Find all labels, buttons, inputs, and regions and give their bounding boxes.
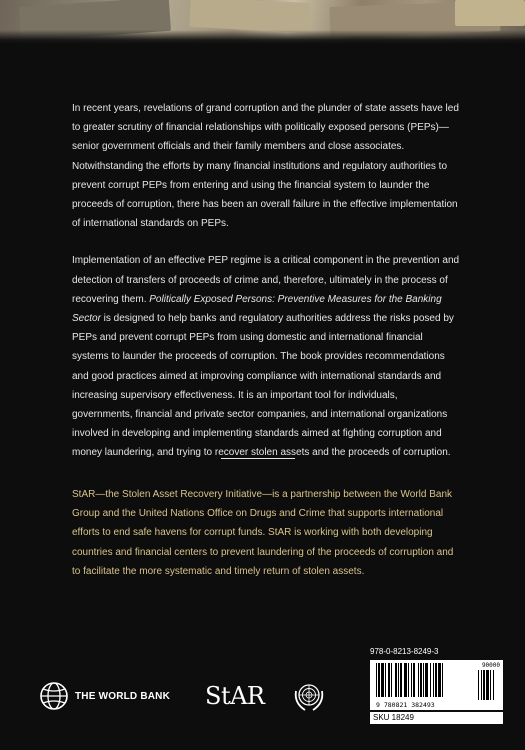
barcode-bar [418,663,419,697]
barcode-bar [420,663,422,697]
barcode-bar [400,663,402,697]
barcode-bar [430,663,431,697]
banknote-image [19,0,171,41]
barcode-bar [381,663,384,697]
barcode-bar [376,663,377,697]
world-bank-logo [39,681,170,711]
star-logo: StAR [205,682,265,710]
star-initiative-paragraph: StAR—the Stolen Asset Recovery Initiative—is a partnership between the World Bank Group and the United Nations Office on Drugs and Crime that supports international efforts to end safe havens for corrupt funds. StAR is working with both developing countries and financial centers to prevent laundering of the proceeds of corruption and to facilitate the more systematic and timely return of stolen assets. [72,489,454,577]
barcode-addon-bar [481,670,482,700]
barcode-addon-bar [486,670,489,700]
purpose-intro-text: Implementation of an effective PEP regime is a critical component in the prevention and detection of transfers of proceeds of crime and, therefore, ultimately in the process of recovering them. [72,255,460,305]
barcode-addon-bar [483,670,485,700]
banknote-image [455,0,525,26]
book-title: Politically Exposed Persons: Preventive Measures for the Banking Sector [72,293,442,325]
un-emblem-icon [292,679,326,713]
barcode-bar [398,663,399,697]
section-divider [221,458,295,459]
purpose-rest-text: is designed to help banks and regulatory authorities address the risks posed by PEPs and prevent corrupt PEPs from using domestic and international financial systems to launder the proceeds of corruption. The book provides recommendations and good practices aimed at improving compliance with international standards and increasing supervisory effectiveness. It is an important tool for individuals, governments, financial and private sector companies, and international organizations involved in developing and implementing standards aimed at fighting corruption and money laundering, and trying to recover stolen assets and the proceeds of corruption. [72,313,454,459]
sku-label: SKU 18249 [370,712,503,724]
isbn-barcode [370,660,503,710]
barcode-addon-bar [493,670,494,700]
barcode-bar [378,663,380,697]
world-bank-label: THE WORLD BANK [75,690,171,702]
barcode-bar [425,663,428,697]
barcode-addon-digits: 90000 [481,662,500,669]
intro-paragraph: In recent years, revelations of grand corruption and the plunder of state assets have led to greater scrutiny of financial relationships with politically exposed persons (PEPs)—senior government officials and their family members and close associates. Notwithstanding the efforts by many financial institutions and regulatory authorities to prevent corrupt PEPs from entering and using the financial system to launder the proceeds of corruption, there has been an overall failure in the effective implementation of international standards on PEPs. [72,103,459,230]
barcode-bar [413,663,415,697]
book-purpose-paragraph [72,251,460,462]
barcode-bar [385,663,386,697]
back-cover-description [72,99,460,463]
banknote-photo-banner [0,0,525,44]
barcode-bar [433,663,434,697]
barcode-bar [388,663,390,697]
isbn-number: 978-0-8213-8249-3 [370,647,439,656]
barcode-addon-bar [478,670,479,700]
barcode-bar [411,663,412,697]
barcode-bar [423,663,424,697]
globe-icon [39,681,69,711]
barcode-bar [404,663,407,697]
barcode-bar [438,663,441,697]
barcode-bar [408,663,409,697]
barcode-bar [442,663,443,697]
barcode-bar [395,663,397,697]
barcode-bar [435,663,437,697]
banknote-image [189,0,310,33]
barcode-addon-bar [490,670,491,700]
barcode-bar [391,663,392,697]
barcode-digits: 9 780821 382493 [376,701,435,709]
